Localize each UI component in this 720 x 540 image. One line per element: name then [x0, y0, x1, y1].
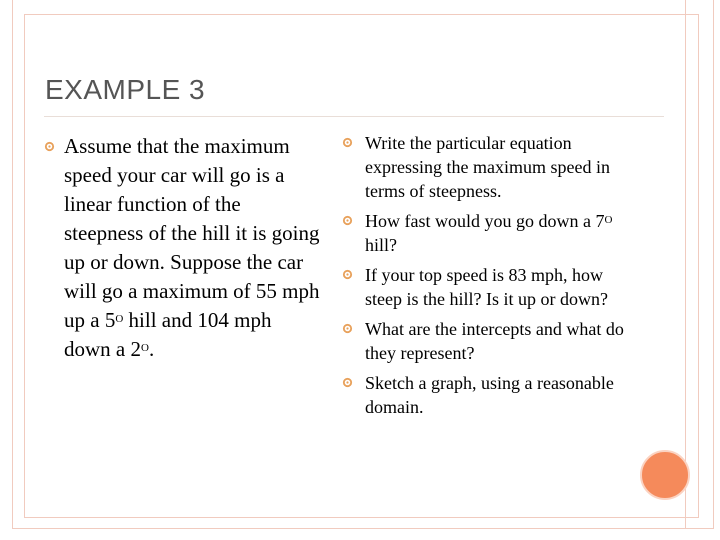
bullet-icon [342, 215, 353, 226]
question-5: Sketch a graph, using a reasonable domain. [365, 373, 614, 417]
question-2-a: How fast would you go down a 7 [365, 211, 605, 231]
degree-symbol: O [115, 313, 124, 325]
degree-symbol: O [604, 214, 613, 226]
question-2-b: hill? [365, 235, 397, 255]
bullet-icon [342, 137, 353, 148]
bullet-icon [342, 269, 353, 280]
list-item [44, 132, 322, 364]
problem-text-a: Assume that the maximum speed your car will go is a linear function of the steepness of the hill it is going up or down. Suppose the car will go a maximum of 55 mph up a 5 [64, 134, 320, 332]
list-item [342, 263, 642, 311]
slide-title: EXAMPLE 3 [45, 74, 206, 105]
decorative-circle [640, 450, 690, 500]
question-4: What are the intercepts and what do they represent? [365, 319, 624, 363]
problem-text-b: hill and 104 mph down a 2 [64, 308, 272, 361]
degree-symbol: O [141, 342, 149, 354]
bullet-icon [44, 141, 55, 152]
list-item [342, 317, 642, 365]
question-3: If your top speed is 83 mph, how steep is the hill? Is it up or down? [365, 265, 608, 309]
question-1: Write the particular equation expressing the maximum speed in terms of steepness. [365, 133, 610, 201]
bullet-icon [342, 323, 353, 334]
problem-statement [44, 132, 322, 364]
list-item [342, 131, 642, 203]
list-item [342, 209, 642, 257]
title-divider [44, 116, 664, 117]
problem-text-c: . [148, 337, 155, 361]
bullet-icon [342, 377, 353, 388]
question-list [342, 131, 642, 425]
list-item [342, 371, 642, 419]
